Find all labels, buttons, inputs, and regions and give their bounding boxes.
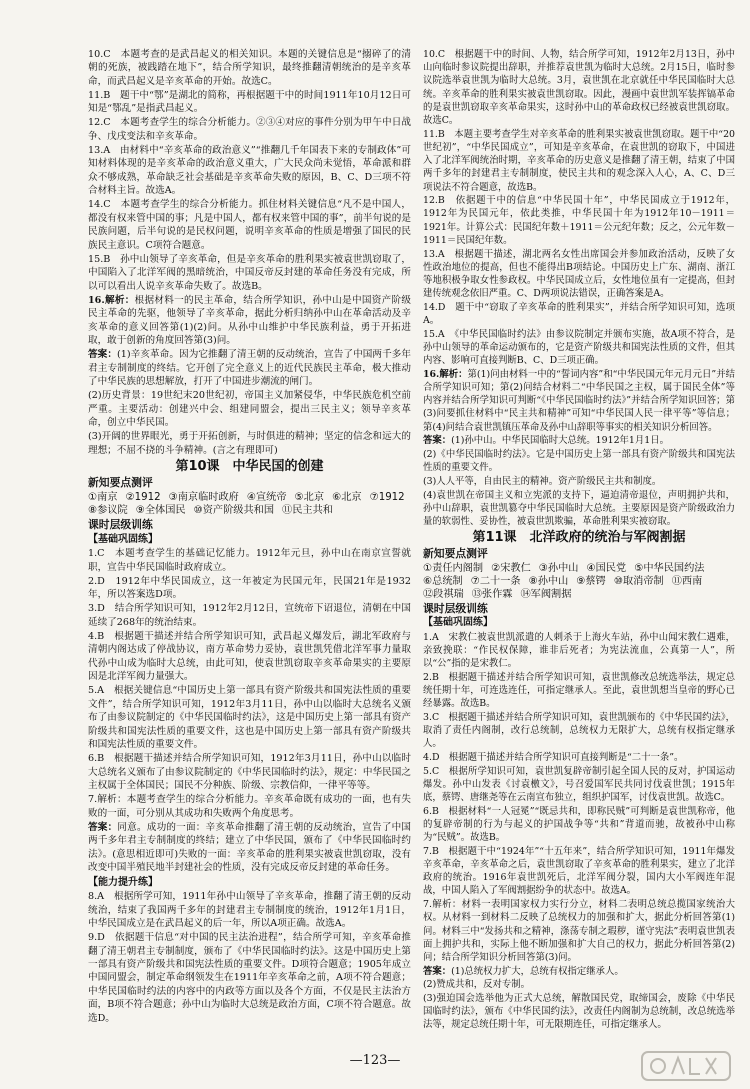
- answer-paragraph: [423, 751, 735, 764]
- answer-paragraph: [423, 328, 735, 368]
- answer-paragraph: [423, 711, 735, 751]
- answer-text: 7.B 根据题干中“1924年”“十五年来”，结合所学知识可知，1911年爆发辛亥革命，辛亥革命之后，袁世凯窃取了辛亥革命的胜利果实，建立了北洋政府的统治。1916年袁世凯死后，北洋军阀分裂，国内大小军阀连年混战，中国人陷入了军阀割据纷争的状态中。故选A。: [423, 845, 735, 897]
- key-point-item: ⑩取消帝制: [613, 575, 664, 587]
- lesson-title: [88, 458, 411, 475]
- answer-lead: 答案：: [88, 821, 118, 833]
- answer-text: 6.B 根据题干描述并结合所学知识可知，1912年3月11日，孙中山以临时大总统名义颁布了由参议院制定的《中华民国临时约法》，规定：中华民国之主权属于全体国民；国民不分种族、阶级、宗教信仰，一律平等等。: [88, 753, 411, 792]
- answer-paragraph: [88, 547, 411, 574]
- answer-paragraph: [88, 630, 411, 684]
- key-point-item: ⑫段祺瑞: [423, 588, 464, 600]
- answer-paragraph: [423, 489, 735, 529]
- key-point-item: ⑪民主共和: [282, 505, 333, 516]
- answer-paragraph: [423, 805, 735, 845]
- answer-paragraph: [88, 821, 411, 875]
- answer-text: 7.解析：材料一表明国家权力实行分立，材料二表明总统总揽国家统治大权。从材料一到材料二反映了总统权力的加强和扩大，据此分析回答第(1)问。材料三中“发扬共和之精神，涤荡专制之瑕秽，谨守宪法”表明袁世凯表面上拥护共和，实际上他不断加强和扩大自己的权力，据此分析回答第(2)问；结合所学知识分析回答第(3)问。: [423, 899, 735, 963]
- key-point-item: ⑤北京: [294, 491, 325, 503]
- answer-text: 12.B 依据题干中的信息“中华民国十年”，中华民国成立于1912年，1912年为民国元年，依此类推，中华民国十年为1912年10－1911＝1921年。计算公式：民国纪年数＋1911＝公元纪年数；反之，公元年数－1911＝民国纪年数。: [423, 195, 735, 246]
- exercise-section-heading: 【基础巩固练】: [423, 617, 493, 629]
- subsection-heading: 课时层级训练: [88, 518, 153, 532]
- key-point-item: ⑨全体国民: [135, 505, 186, 516]
- answer-paragraph: [423, 248, 735, 301]
- answer-text: (3)人人平等，自由民主的精神。资产阶级民主共和制度。: [423, 476, 662, 487]
- answer-paragraph: [423, 434, 735, 447]
- answer-text: 14.C 本题考查学生的综合分析能力。抓住材料关键信息“凡不是中国人，都没有权来管中国的事；凡是中国人，都有权来管中国的事”，前半句说的是民族问题，后半句说的是民权问题，说明辛亥革命的性质是增强了国民的民族民主意识。C项符合题意。: [88, 199, 411, 251]
- answer-paragraph: [88, 793, 411, 820]
- key-point-item: ⑥总统制: [423, 575, 463, 587]
- key-point-item: ⑥北京: [332, 491, 362, 503]
- key-point-item: ⑦二十一条: [470, 575, 521, 587]
- lesson-name: 北洋政府的统治与军阀割据: [529, 530, 686, 546]
- answer-paragraph: [88, 253, 411, 293]
- key-point-item: ⑤中华民国约法: [634, 562, 705, 574]
- right-column: [423, 48, 735, 1032]
- answer-text: (1)总统权力扩大，总统有权指定继承人。: [451, 965, 624, 977]
- subsection-heading: 新知要点测评: [88, 476, 153, 490]
- answer-text: 13.A 根据题干描述，湖北两名女性出席国会并参加政治活动，反映了女性政治地位的提高，但也不能得出B项结论。中国历史上广东、湖南、浙江等地积极争取女性参政权。中华民国成立后，女性地位虽有一定提高，但封建传统观念依旧严重。C、D两项说法错误，正确答案是A。: [423, 248, 735, 300]
- exercise-section-heading: 【能力提升练】: [88, 876, 158, 888]
- answer-text: (2)历史背景：19世纪末20世纪初，帝国主义加紧侵华，中华民族危机空前严重。主要活动：创建兴中会、组建同盟会，提出三民主义；领导辛亥革命，创立中华民国。: [88, 390, 411, 429]
- answer-text: 1.A 宋教仁被袁世凯派遣的人刺杀于上海火车站，孙中山闻宋教仁遇难，亲致挽联：“作民权保障，谁非后死者；为宪法流血，公真第一人”，所以“公”指的是宋教仁。: [423, 631, 735, 669]
- answer-text: 11.B 题干中“鄂”是湖北的简称，再根据题干中的时间1911年10月12日可知是“鄂乱”是指武昌起义。: [88, 89, 411, 115]
- key-point-item: ②宋教仁: [491, 562, 531, 574]
- answer-text: (2)《中华民国临时约法》。它是中国历史上第一部具有资产阶级共和国宪法性质的重要文件。: [423, 449, 735, 474]
- answer-paragraph: [88, 931, 411, 1025]
- answer-text: 12.C 本题考查学生的综合分析能力。②③④对应的事件分别为甲午中日战争、戊戌变法和辛亥革命。: [88, 117, 411, 142]
- answer-paragraph: [423, 671, 735, 711]
- answer-paragraph: [423, 128, 735, 194]
- key-points-list: [423, 562, 735, 602]
- key-point-item: ⑦1912: [369, 491, 405, 503]
- key-point-item: ⑩资产阶级共和国: [193, 505, 275, 516]
- answer-text: 第(1)问由材料一中的“誓词内容”和“中华民国元年元月元日”并结合所学知识可知；第(2)问结合材料二“中华民国之主权，属于国民全体”等内容并结合所学知识可判断“《中华民国临时约法》”并结合所学知识回答；第(3)问要抓住材料中“民主共和精神”可知“中华民国人民一律平等”等信息；第(4)问结合袁世凯镇压革命及孙中山辞职等事实的相关知识分析回答。: [423, 368, 735, 433]
- page-number: —123—: [349, 1053, 401, 1068]
- answer-text: 10.C 根据题干中的时间、人物，结合所学可知，1912年2月13日，孙中山向临时参议院提出辞职，并推荐袁世凯为临时大总统。2月15日，临时参议院选举袁世凯为临时大总统。3月，袁世凯在北京就任中华民国临时大总统。辛亥革命的胜利果实被袁世凯窃取。因此，漫画中袁世凯军装挥镐革命的是袁世凯窃取辛亥革命果实，这时孙中山的革命政权已经被袁世凯窃取。故选C。: [423, 49, 735, 127]
- answer-text: (2)赞成共和，反对专制。: [423, 979, 531, 991]
- answer-text: 1.C 本题考查学生的基础记忆能力。1912年元旦，孙中山在南京宣誓就职，宣告中华民国临时政府成立。: [88, 548, 411, 573]
- answer-paragraph: [423, 965, 735, 978]
- answer-paragraph: [423, 978, 735, 991]
- key-point-item: ②1912: [125, 491, 161, 503]
- key-point-item: ④宣统帝: [246, 491, 287, 503]
- answer-paragraph: [88, 684, 411, 751]
- answer-paragraph: [423, 631, 735, 671]
- key-point-item: ①责任内阁制: [423, 562, 484, 574]
- answer-paragraph: [423, 368, 735, 434]
- left-column: [88, 48, 411, 1026]
- key-points-list: [88, 491, 411, 518]
- key-point-item: ⑨蔡锷: [576, 575, 606, 587]
- answer-lead: 16.解析：: [88, 294, 135, 306]
- key-point-item: ⑧孙中山: [528, 575, 569, 587]
- answer-text: 15.B 孙中山领导了辛亥革命，但是辛亥革命的胜利果实被袁世凯窃取了，中国陷入了北洋军阀的黑暗统治，中国反帝反封建的革命任务没有完成，所以可以看出人说辛亥革命失败了。故选B。: [88, 253, 411, 292]
- answer-text: 3.D 结合所学知识可知，1912年2月12日，宣统帝下诏退位，清朝在中国延续了268年的统治结束。: [88, 603, 411, 628]
- answer-text: 7.解析：本题考查学生的综合分析能力。辛亥革命既有成功的一面，也有失败的一面，可分别从其成功和失败两个角度思考。: [88, 794, 411, 819]
- answer-lead: 16.解析：: [423, 368, 468, 380]
- key-point-item: ⑧参议院: [88, 505, 128, 516]
- answer-paragraph: [88, 348, 411, 388]
- key-point-item: ③孙中山: [538, 562, 579, 574]
- answer-text: (3)强迫国会选举他为正式大总统，解散国民党，取缔国会，废除《中华民国临时约法》，颁布《中华民国约法》，改责任内阁制为总统制，改总统选举法等，规定总统任期十年，可无限期连任，可指定继承人。: [423, 993, 735, 1031]
- key-point-item: ⑭军阀割据: [520, 588, 572, 600]
- answer-paragraph: [423, 765, 735, 805]
- watermark-logo-icon: [638, 1048, 734, 1084]
- answer-paragraph: [423, 898, 735, 964]
- answer-text: 15.A 《中华民国临时约法》由参议院制定并颁布实施，故A项不符合，是孙中山领导的革命运动颁布的，它是资产阶级共和国宪法性质的文件，但其内容、影响可直接判断B、C、D三项正确。: [423, 328, 735, 367]
- answer-paragraph: [88, 294, 411, 348]
- answer-text: 2.B 根据题干描述并结合所学知识可知，袁世凯修改总统选举法，规定总统任期十年，可连选连任，可指定继承人。至此，袁世凯想当皇帝的野心已经暴露。故选B。: [423, 671, 735, 710]
- key-point-item: ①南京: [88, 491, 118, 503]
- subsection-heading: 课时层级训练: [423, 602, 488, 616]
- answer-paragraph: [88, 575, 411, 602]
- key-point-item: ⑬张作霖: [471, 588, 513, 600]
- answer-paragraph: [423, 475, 735, 488]
- answer-paragraph: [423, 194, 735, 247]
- answer-lead: 答案：: [423, 965, 452, 977]
- answer-text: 同意。成功的一面：辛亥革命推翻了清王朝的反动统治，宣告了中国两千多年君主专制制度的终结；建立了中华民国，颁布了《中华民国临时约法》。(意思相近即可)失败的一面：辛亥革命的胜利果实被袁世凯窃取，没有改变中国半殖民地半封建社会的性质，没有完成反帝反封建的革命任务。: [88, 821, 412, 874]
- answer-text: 11.B 本题主要考查学生对辛亥革命的胜利果实被袁世凯窃取。题干中“20世纪初”，“中华民国成立”，可知是辛亥革命，在袁世凯的窃取下，中国进入了北洋军阀统治时期，辛亥革命的历史意义是推翻了清王朝，结束了中国两千多年的封建君主专制制度，使民主共和的观念深入人心，A、C、D三项说法不符合题意，故选B。: [423, 128, 735, 193]
- answer-text: 5.C 根据所学知识可知，袁世凯复辟帝制引起全国人民的反对，护国运动爆发。孙中山发表《讨袁檄文》，号召爱国军民共同讨伐袁世凯；1915年底，蔡锷、唐继尧等在云南宣布独立，组织护国军，讨伐袁世凯。故选C。: [423, 765, 735, 803]
- answer-paragraph: [88, 430, 411, 457]
- answer-lead: 答案：: [88, 349, 118, 361]
- answer-text: 5.A 根据关键信息“中国历史上第一部具有资产阶级共和国宪法性质的重要文件”，结合所学知识可知，1912年3月11日，孙中山以临时大总统名义颁布了由参议院制定的《中华民国临时约法》，这是中国历史上第一部具有资产阶级共和国宪法性质的重要文件，这也是中国历史上第一部具有资产阶级共和国宪法性质的重要文件。: [88, 685, 411, 751]
- answer-text: 13.A 由材料中“辛亥革命的政治意义”“推翻几千年国表下来的专制政体”可知材料体现的是辛亥革命的政治意义重大，广大民众尚未觉悟，革命派和群众不够成熟，革命缺乏社会基础是辛亥革命失败的原因，B、C、D三项不符合材料主旨。故选A。: [88, 144, 411, 197]
- key-point-item: ③南京临时政府: [168, 491, 239, 503]
- lesson-title: [423, 529, 735, 546]
- lesson-number: 第10课: [175, 459, 220, 475]
- answer-paragraph: [88, 602, 411, 629]
- answer-paragraph: [88, 48, 411, 88]
- answer-text: 9.D 依据题干信息“对中国的民主法治进程”，结合所学可知，辛亥革命推翻了清王朝君主专制制度，颁布了《中华民国临时约法》。这是中国历史上第一部具有资产阶级共和国宪法性质的重要文件。D项符合题意；1905年成立中国同盟会，制定革命纲领发生在1911年辛亥革命之前，A项不符合题意；中华民国临时约法的内容中的内政等方面以及各个方面，不仅是民主法治方面，B项不符合题意；孙中山为临时大总统是政治方面，C项不符合题意。故选D。: [88, 932, 411, 1024]
- answer-text: (3)开阔的世界眼光，勇于开拓创新，与时俱进的精神；坚定的信念和远大的理想；不屈不挠的斗争精神。(言之有理即可): [88, 431, 411, 456]
- answer-paragraph: [88, 144, 411, 198]
- answer-text: 3.C 根据题干描述并结合所学知识可知，袁世凯颁布的《中华民国约法》，取消了责任内阁制，改行总统制，总统权力无限扩大，总统有权指定继承人。: [423, 711, 735, 750]
- answer-text: 根据材料一的民主革命，结合所学知识，孙中山是中国资产阶级民主革命的先驱，他领导了辛亥革命，据此分析归纳孙中山在革命活动及辛亥革命的意义回答第(1)(2)问。从孙中山维护中华民族利益，勇于开拓进取，敢于创新的角度回答第(3)问。: [88, 294, 411, 347]
- answer-text: 4.B 根据题干描述并结合所学知识可知，武昌起义爆发后，湖北军政府与清朝内阁达成了停战协议，南方革命势力妥协，袁世凯凭借北洋军事力量取代孙中山成为临时大总统，由此可知，使袁世凯窃取辛亥革命果实的主要原因是北洋军阀力量强大。: [88, 630, 411, 683]
- answer-paragraph: [88, 198, 411, 252]
- subsection-heading: 新知要点测评: [423, 547, 488, 561]
- lesson-number: 第11课: [472, 530, 517, 546]
- exercise-section-heading: 【基础巩固练】: [88, 533, 158, 545]
- answer-text: 10.C 本题考查的是武昌起义的相关知识。本题的关键信息是“搦碎了的清朝的死族，被践踏在地下”，结合所学知识，最终推翻清朝统治的是辛亥革命，而武昌起义是辛亥革命的开始。故选C。: [88, 49, 411, 87]
- answer-paragraph: [88, 89, 411, 116]
- answer-text: 6.B 根据材料“一人冠冕”“既忌共和，即称民贼”可判断是袁世凯称帝，他的复辟帝制的行为与起义的护国战争等“共和”背道而驰，故被孙中山称为“民贼”。故选B。: [423, 805, 735, 844]
- answer-paragraph: [423, 845, 735, 898]
- answer-paragraph: [88, 890, 411, 930]
- answer-paragraph: [88, 389, 411, 429]
- answer-paragraph: [88, 752, 411, 792]
- answer-paragraph: [423, 301, 735, 327]
- answer-text: 4.D 根据题干描述并结合所学知识可直接判断是“二十一条”。: [423, 751, 684, 763]
- answer-paragraph: [423, 992, 735, 1032]
- lesson-name: 中华民国的创建: [232, 459, 324, 475]
- key-point-item: ④国民党: [586, 562, 627, 574]
- answer-lead: 答案：: [423, 435, 452, 447]
- answer-paragraph: [423, 448, 735, 474]
- answer-text: (1)辛亥革命。因为它推翻了清王朝的反动统治，宣告了中国两千多年君主专制制度的终结。它开创了完全意义上的近代民族民主革命，极大推动了中华民族的思想解放，打开了中国进步潮流的闸门。: [88, 349, 412, 388]
- answer-text: 8.A 根据所学可知，1911年孙中山领导了辛亥革命，推翻了清王朝的反动统治，结束了我国两千多年的封建君主专制制度的统治，1912年1月1日，中华民国成立是在武昌起义的后一年，所以A项正确。故选A。: [88, 891, 411, 930]
- answer-text: (1)孙中山。中华民国临时大总统。1912年1月1日。: [451, 435, 669, 447]
- answer-text: 14.D 题干中“窃取了辛亥革命的胜利果实”，并结合所学知识可知，选项A。: [423, 301, 735, 327]
- answer-paragraph: [423, 48, 735, 127]
- answer-text: 2.D 1912年中华民国成立，这一年被定为民国元年，民国21年是1932年，所以答案选D项。: [88, 575, 411, 601]
- answer-text: (4)袁世凯在帝国主义和立宪派的支持下，逼迫清帝退位，声明拥护共和，孙中山辞职，袁世凯篡夺中华民国临时大总统。主要原因是资产阶级政治力量的软弱性、妥协性，被袁世凯欺骗，革命胜利果实被窃取。: [423, 489, 735, 528]
- key-point-item: ⑪西南: [671, 575, 703, 587]
- answer-paragraph: [88, 116, 411, 143]
